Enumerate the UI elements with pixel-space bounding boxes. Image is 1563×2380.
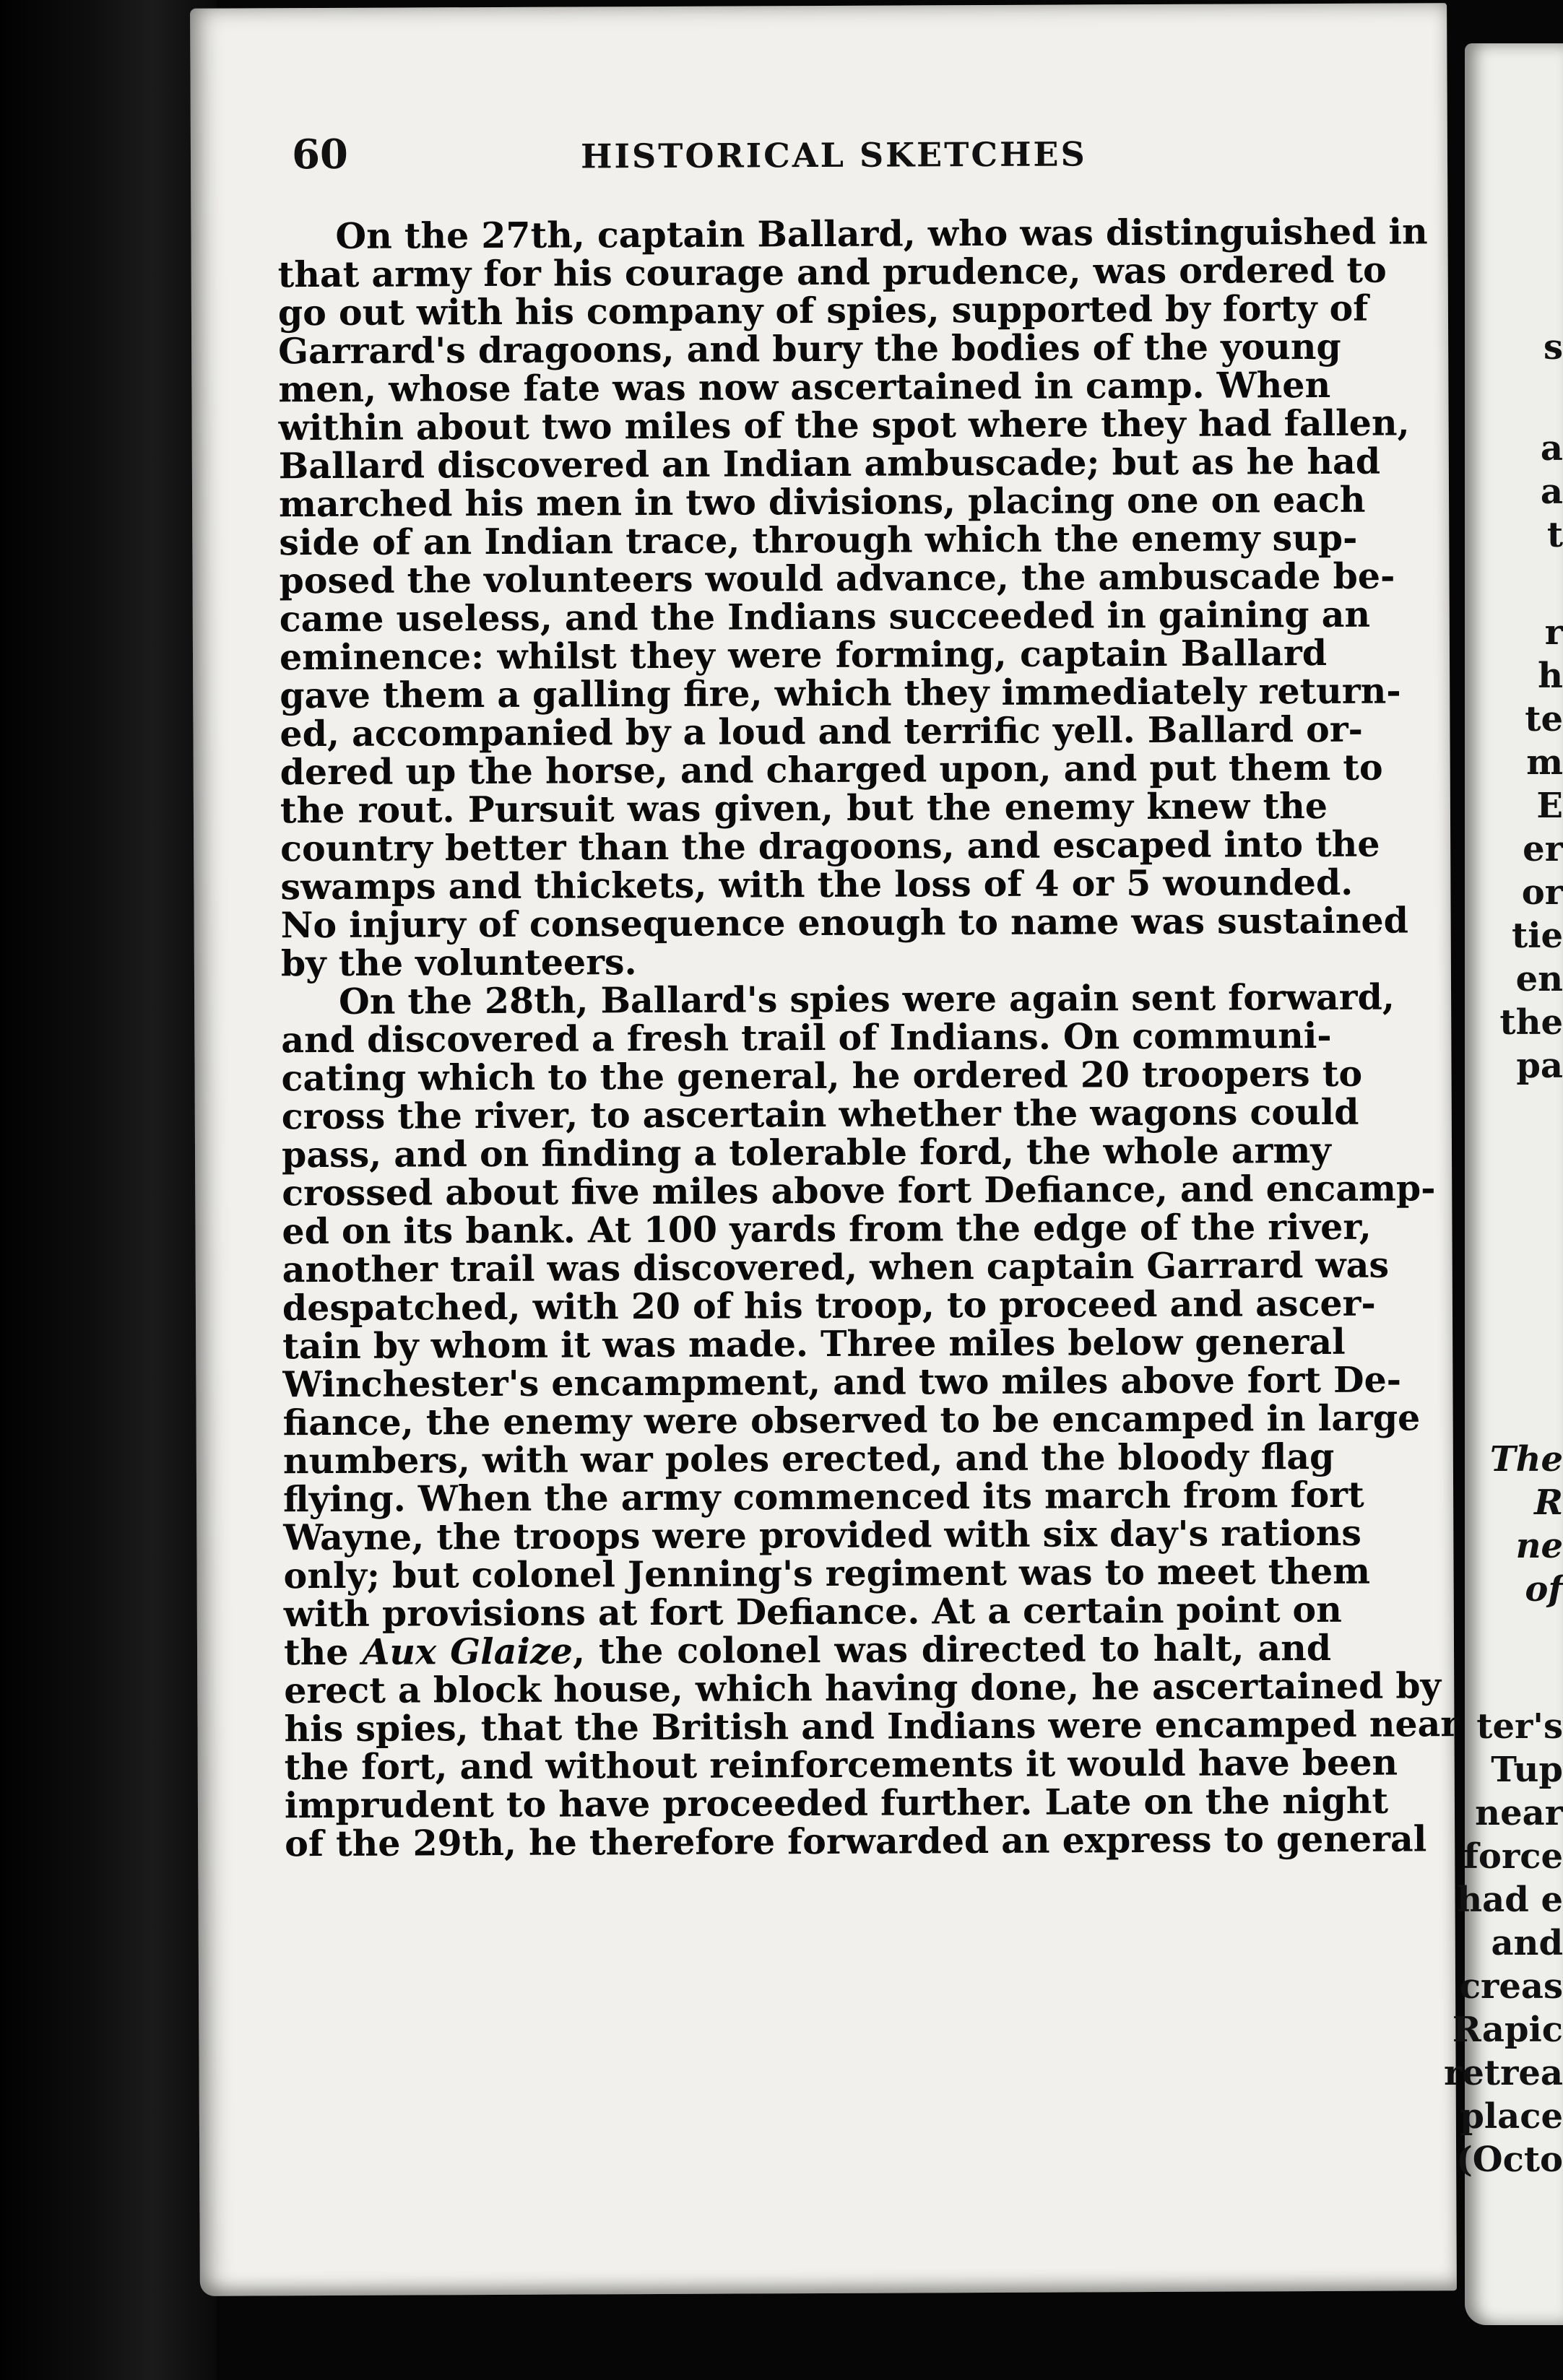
text-line: the rout. Pursuit was given, but the enemy knew the: [280, 784, 1328, 832]
text-line: marched his men in two divisions, placing one on each: [278, 478, 1366, 526]
text-line: On the 27th, captain Ballard, who was distinguished in: [335, 210, 1428, 257]
facing-text-fragment: te: [1525, 699, 1563, 739]
facing-heading-fragment: ne: [1515, 1526, 1563, 1566]
facing-text-fragment: t: [1546, 515, 1563, 555]
facing-text-fragment: en: [1515, 959, 1563, 999]
body-text: [277, 210, 1460, 1865]
running-head: HISTORICAL SKETCHES: [580, 134, 1087, 176]
facing-text-fragment: tie: [1512, 916, 1563, 956]
facing-text-fragment: Rapic: [1452, 2010, 1563, 2050]
text-line: that army for his courage and prudence, was ordered to: [277, 248, 1387, 296]
text-line: eminence: whilst they were forming, captain Ballard: [279, 631, 1328, 679]
text-line: ed, accompanied by a loud and terrific yell. Ballard or-: [280, 708, 1364, 755]
text-line: imprudent to have proceeded further. Late on the night: [284, 1779, 1389, 1827]
page-number: 60: [291, 130, 349, 179]
facing-text-fragment: force: [1463, 1836, 1563, 1877]
text-line: his spies, that the British and Indians were encamped near: [284, 1703, 1460, 1750]
text-line: flying. When the army commenced its march from fort: [282, 1473, 1364, 1521]
facing-text-fragment: had e: [1457, 1880, 1563, 1920]
facing-text-fragment: a: [1540, 428, 1563, 469]
text-line: the fort, and without reinforcements it would have been: [284, 1741, 1398, 1789]
paragraph-1: [277, 210, 1428, 985]
text-line: country better than the dragoons, and escaped into the: [280, 822, 1380, 870]
text-line: and discovered a fresh trail of Indians. On communi-: [281, 1014, 1332, 1061]
facing-text-fragment: s: [1543, 327, 1563, 368]
text-line: dered up the horse, and charged upon, and put them to: [280, 746, 1383, 794]
text-line: Ballard discovered an Indian ambuscade; but as he had: [278, 440, 1381, 487]
text-line: crossed about five miles above fort Defiance, and encamp-: [282, 1167, 1436, 1215]
facing-text-fragment: er: [1523, 829, 1563, 869]
text-run: , the colonel was directed to halt, and: [572, 1626, 1332, 1672]
facing-text-fragment: E: [1536, 786, 1563, 826]
page-header: [292, 126, 1375, 196]
text-line: Winchester's encampment, and two miles above fort De-: [282, 1358, 1402, 1406]
facing-text-fragment: retrea: [1444, 2053, 1563, 2093]
text-line: Wayne, the troops were provided with six day's rations: [283, 1511, 1362, 1559]
text-line: another trail was discovered, when captain Garrard was: [282, 1243, 1390, 1291]
facing-text-fragment: h: [1538, 656, 1563, 696]
text-line: pass, and on finding a tolerable ford, the whole army: [281, 1129, 1331, 1176]
text-line: fiance, the enemy were observed to be encamped in large: [282, 1397, 1421, 1444]
facing-text-fragment: and: [1491, 1923, 1563, 1963]
text-line: gave them a galling fire, which they immediately return-: [280, 669, 1401, 717]
text-line: of the 29th, he therefore forwarded an express to general: [285, 1817, 1427, 1865]
text-line: cating which to the general, he ordered 20 troopers to: [281, 1052, 1363, 1100]
facing-text-fragment: creas: [1459, 1966, 1563, 2007]
text-line: Garrard's dragoons, and bury the bodies of the young: [278, 325, 1341, 373]
italic-place-name: Aux Glaize: [362, 1630, 573, 1673]
text-line: erect a block house, which having done, he ascertained by: [284, 1664, 1442, 1712]
text-line: only; but colonel Jenning's regiment was to meet them: [283, 1550, 1371, 1597]
text-line: swamps and thickets, with the loss of 4 or 5 wounded.: [280, 861, 1354, 908]
facing-text-fragment: r: [1544, 612, 1563, 653]
facing-heading-fragment: The: [1489, 1439, 1563, 1480]
text-line: numbers, with war poles erected, and the bloody flag: [282, 1435, 1335, 1482]
facing-text-fragment: place: [1460, 2096, 1563, 2137]
text-line: posed the volunteers would advance, the ambuscade be-: [279, 555, 1395, 602]
text-line: cross the river, to ascertain whether the wagons could: [281, 1090, 1359, 1138]
facing-page-fragment: [1444, 43, 1563, 2325]
text-line: side of an Indian trace, through which the enemy sup-: [279, 516, 1358, 564]
text-run: the: [283, 1630, 363, 1674]
facing-text-fragment: pa: [1516, 1046, 1563, 1086]
facing-text-fragment: a: [1540, 472, 1563, 512]
text-line: tain by whom it was made. Three miles below general: [282, 1320, 1346, 1368]
book-spine-shadow: [0, 0, 217, 2380]
text-line: within about two miles of the spot where they had fallen,: [278, 401, 1410, 449]
facing-heading-fragment: of: [1525, 1569, 1563, 1610]
facing-text-fragment: or: [1521, 872, 1563, 913]
text-line: by the volunteers.: [280, 941, 637, 985]
text-line: go out with his company of spies, supported by forty of: [277, 287, 1369, 334]
facing-text-fragment: ter's: [1476, 1706, 1563, 1747]
text-line: ed on its bank. At 100 yards from the edge of the river,: [282, 1205, 1372, 1253]
facing-heading-fragment: R: [1534, 1482, 1563, 1523]
facing-text-fragment: m: [1526, 742, 1563, 783]
text-line: No injury of consequence enough to name was sustained: [280, 899, 1409, 947]
facing-text-fragment: the: [1499, 1002, 1563, 1043]
text-line: despatched, with 20 of his troop, to proceed and ascer-: [282, 1282, 1376, 1329]
book-page-left: [190, 3, 1460, 2296]
text-line: came useless, and the Indians succeeded in gaining an: [279, 593, 1371, 640]
facing-text-fragment: near: [1475, 1793, 1563, 1833]
paragraph-2: [281, 976, 1460, 1865]
text-line: On the 28th, Ballard's spies were again sent forward,: [338, 976, 1395, 1022]
facing-text-fragment: Tup: [1491, 1750, 1563, 1790]
facing-text-fragment: (Octo: [1456, 2140, 1563, 2180]
text-line: with provisions at fort Defiance. At a certain point on: [283, 1588, 1342, 1636]
text-line: men, whose fate was now ascertained in camp. When: [278, 363, 1331, 411]
